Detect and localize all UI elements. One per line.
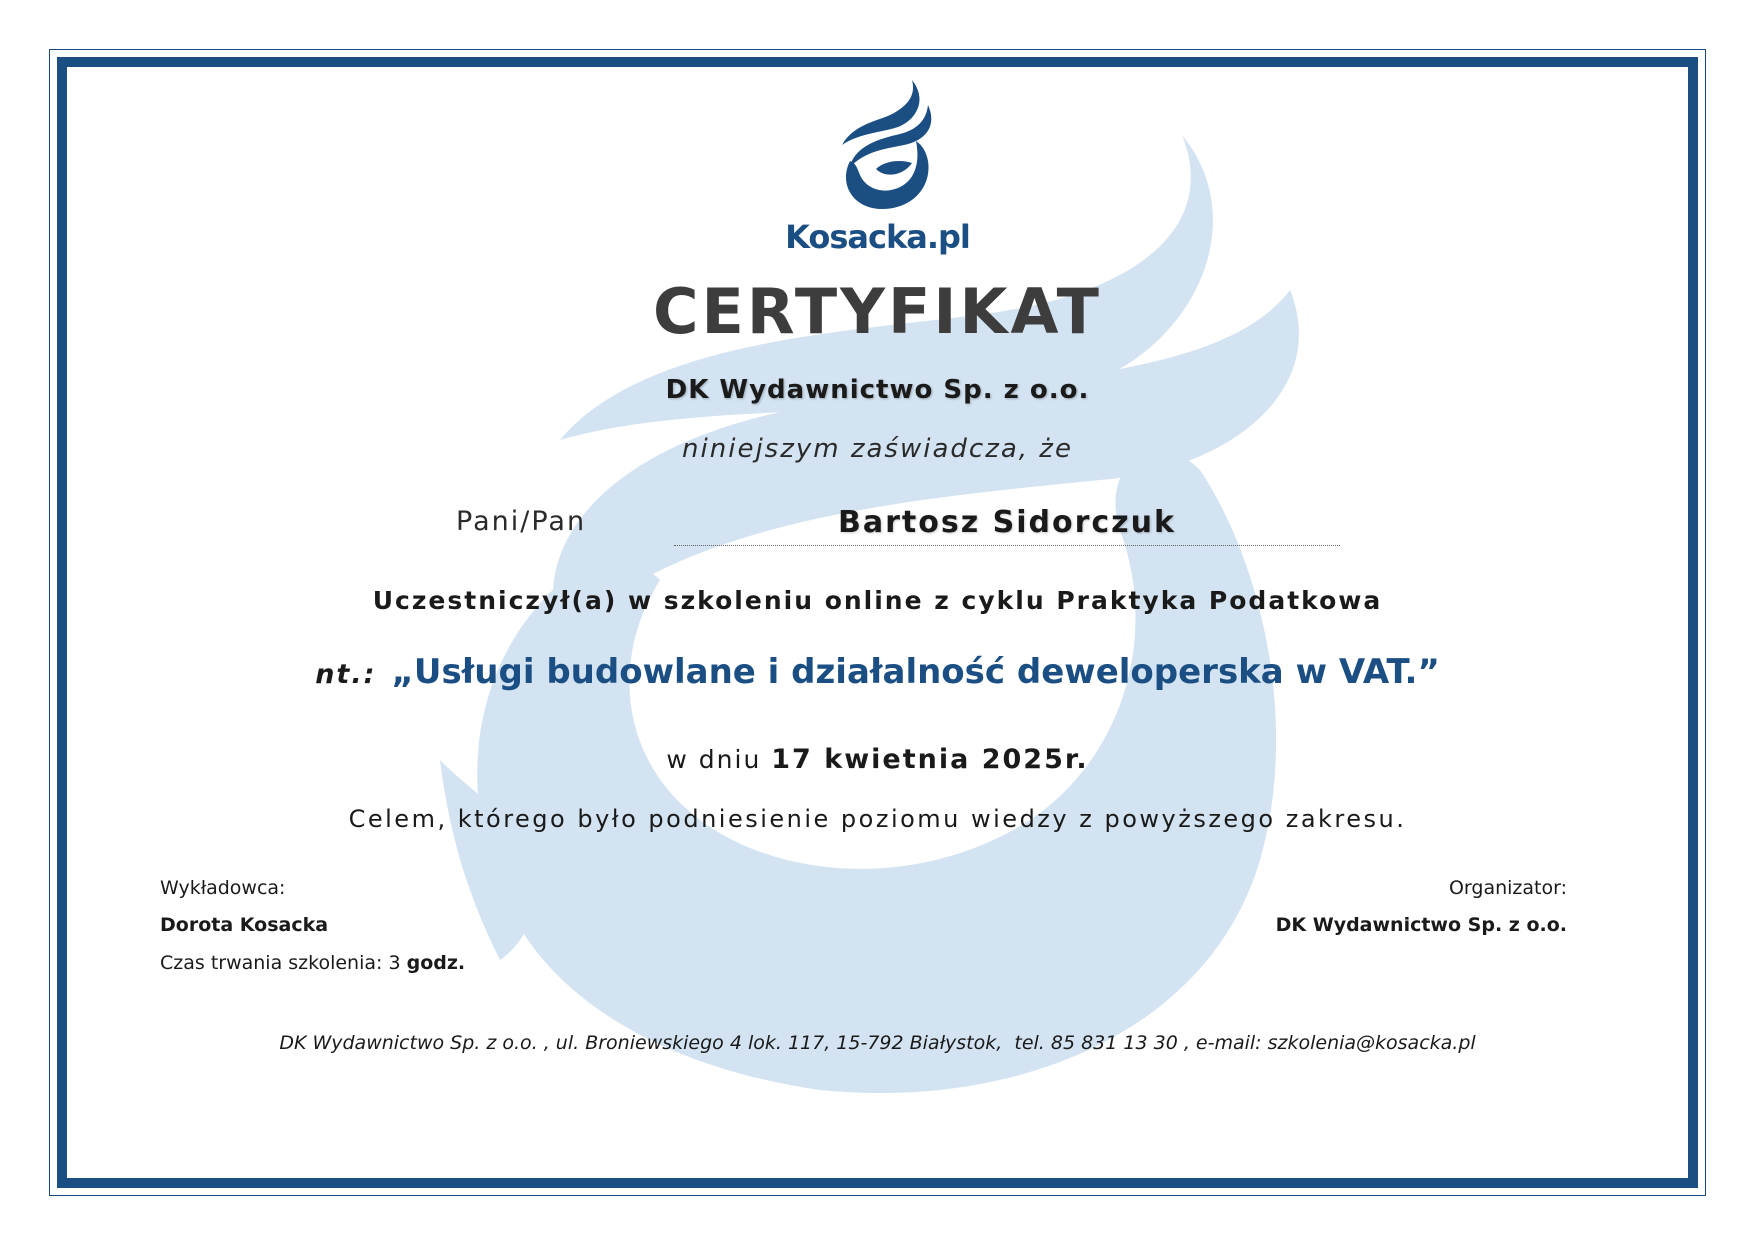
footer-contact: DK Wydawnictwo Sp. z o.o. , ul. Broniewskiego 4 lok. 117, 15-792 Białystok, tel. 85 831 13 30 , e-mail: szkolenia@kosacka.pl — [279, 1032, 1476, 1054]
certifies-text: niniejszym zaświadcza, że — [682, 434, 1073, 464]
goal-text: Celem, którego było podniesienie poziomu wiedzy z powyższego zakresu. — [348, 805, 1407, 833]
date-prefix: w dniu — [666, 745, 762, 774]
duration-unit: godz. — [406, 952, 466, 974]
certificate-title: CERTYFIKAT — [653, 275, 1102, 348]
topic-prefix: nt.: — [315, 659, 377, 690]
duration-row — [160, 952, 465, 974]
lecturer-name: Dorota Kosacka — [160, 914, 329, 936]
lecturer-label: Wykładowca: — [160, 877, 286, 899]
organizer-name: DK Wydawnictwo Sp. z o.o. — [1275, 914, 1567, 936]
date-row — [0, 744, 1755, 775]
name-prefix: Pani/Pan — [456, 506, 587, 537]
kosacka-logo-icon — [820, 75, 940, 210]
participation-text: Uczestniczył(a) w szkoleniu online z cyklu Praktyka Podatkowa — [372, 586, 1383, 615]
duration-label: Czas trwania szkolenia: 3 — [160, 952, 401, 974]
participant-name: Bartosz Sidorczuk — [838, 505, 1176, 540]
issuer-name: DK Wydawnictwo Sp. z o.o. — [665, 375, 1090, 405]
logo-wordmark: Kosacka.pl — [785, 218, 970, 256]
name-underline — [674, 545, 1340, 546]
topic-row — [0, 652, 1755, 692]
organizer-label: Organizator: — [1448, 877, 1567, 899]
training-topic: „Usługi budowlane i działalność deweloperska w VAT.” — [391, 652, 1440, 692]
training-date: 17 kwietnia 2025r. — [771, 744, 1089, 775]
